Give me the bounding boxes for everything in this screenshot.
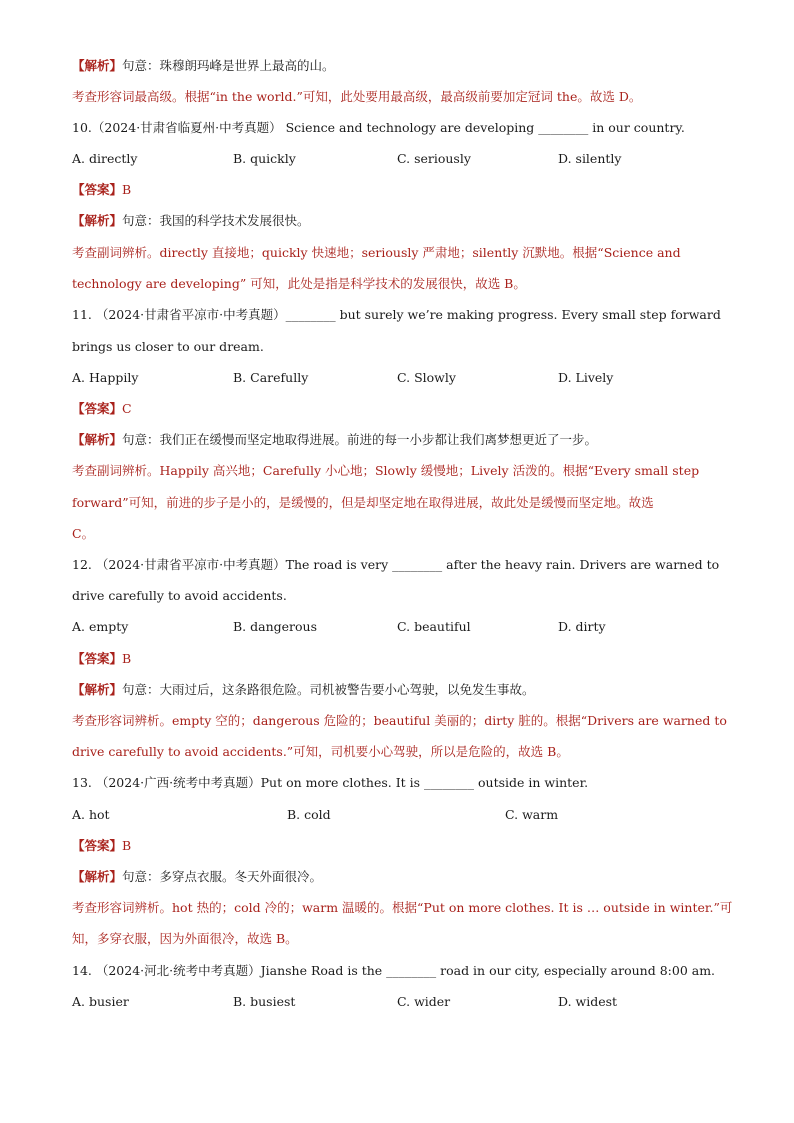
q13-analysis: 【解析】句意：多穿点衣服。冬天外面很冷。	[72, 869, 323, 884]
q12-detail-2: drive carefully to avoid accidents.”可知，司机要小心驾驶，所以是危险的，故选 B。	[72, 744, 569, 759]
q13-stem: 13. （2024·广西·统考中考真题）Put on more clothes. It is ________ outside in winter.	[72, 775, 589, 790]
q10-detail-1: 考查副词辨析。directly 直接地；quickly 快速地；seriously 严肃地；silently 沉默地。根据“Science and	[72, 245, 681, 260]
q11-option-d: D. Lively	[558, 370, 614, 385]
q10-stem: 10.（2024·甘肃省临夏州·中考真题） Science and technology are developing ________ in our country.	[72, 120, 685, 135]
q14-option-d: D. widest	[558, 994, 618, 1009]
q11-option-c: C. Slowly	[397, 370, 456, 385]
q12-stem-1: 12. （2024·甘肃省平凉市·中考真题）The road is very ________ after the heavy rain. Drivers are warned to	[72, 557, 720, 572]
q12-option-a: A. empty	[72, 619, 129, 634]
q10-option-c: C. seriously	[397, 151, 471, 166]
q11-stem-2: brings us closer to our dream.	[72, 339, 264, 354]
q10-detail-2: technology are developing” 可知，此处是指是科学技术的发展很快，故选 B。	[72, 276, 526, 291]
q12-analysis: 【解析】句意：大雨过后，这条路很危险。司机被警告要小心驾驶，以免发生事故。	[72, 682, 535, 697]
q14-option-c: C. wider	[397, 994, 451, 1009]
q12-stem-2: drive carefully to avoid accidents.	[72, 588, 287, 603]
q13-answer: 【答案】B	[72, 838, 132, 853]
q14-option-b: B. busiest	[233, 994, 296, 1009]
q14-stem: 14. （2024·河北·统考中考真题）Jianshe Road is the ________ road in our city, especially around 8:00 am.	[72, 963, 716, 978]
q11-detail-2: forward”可知，前进的步子是小的，是缓慢的，但是却坚定地在取得进展，故此处是缓慢而坚定地。故选	[72, 495, 654, 510]
q12-option-d: D. dirty	[558, 619, 606, 634]
q10-answer: 【答案】B	[72, 182, 132, 197]
q10-option-a: A. directly	[72, 151, 138, 166]
q10-option-b: B. quickly	[233, 151, 296, 166]
q11-option-a: A. Happily	[72, 370, 139, 385]
q11-detail-1: 考查副词辨析。Happily 高兴地；Carefully 小心地；Slowly 缓慢地；Lively 活泼的。根据“Every small step	[72, 463, 700, 478]
q11-stem-1: 11. （2024·甘肃省平凉市·中考真题）________ but surely we’re making progress. Every small step forward	[72, 307, 721, 322]
q11-answer: 【答案】C	[72, 401, 132, 416]
q13-option-a: A. hot	[72, 807, 110, 822]
q12-option-c: C. beautiful	[397, 619, 471, 634]
q10-analysis: 【解析】句意：我国的科学技术发展很快。	[72, 213, 310, 228]
q12-detail-1: 考查形容词辨析。empty 空的；dangerous 危险的；beautiful 美丽的；dirty 脏的。根据“Drivers are warned to	[72, 713, 727, 728]
q13-option-c: C. warm	[505, 807, 559, 822]
q13-detail-2: 知，多穿衣服，因为外面很冷，故选 B。	[72, 931, 298, 946]
q11-option-b: B. Carefully	[233, 370, 309, 385]
q9-detail: 考查形容词最高级。根据“in the world.”可知，此处要用最高级，最高级前要加定冠词 the。故选 D。	[72, 89, 642, 104]
q11-analysis: 【解析】句意：我们正在缓慢而坚定地取得进展。前进的每一小步都让我们离梦想更近了一步。	[72, 432, 598, 447]
q9-analysis: 【解析】句意：珠穆朗玛峰是世界上最高的山。	[72, 58, 335, 73]
q13-detail-1: 考查形容词辨析。hot 热的；cold 冷的；warm 温暖的。根据“Put on more clothes. It is … outside in winter.”可	[72, 900, 733, 915]
q13-option-b: B. cold	[287, 807, 331, 822]
q12-option-b: B. dangerous	[233, 619, 318, 634]
q10-option-d: D. silently	[558, 151, 622, 166]
q14-option-a: A. busier	[72, 994, 129, 1009]
q11-detail-3: C。	[72, 526, 95, 541]
q12-answer: 【答案】B	[72, 651, 132, 666]
